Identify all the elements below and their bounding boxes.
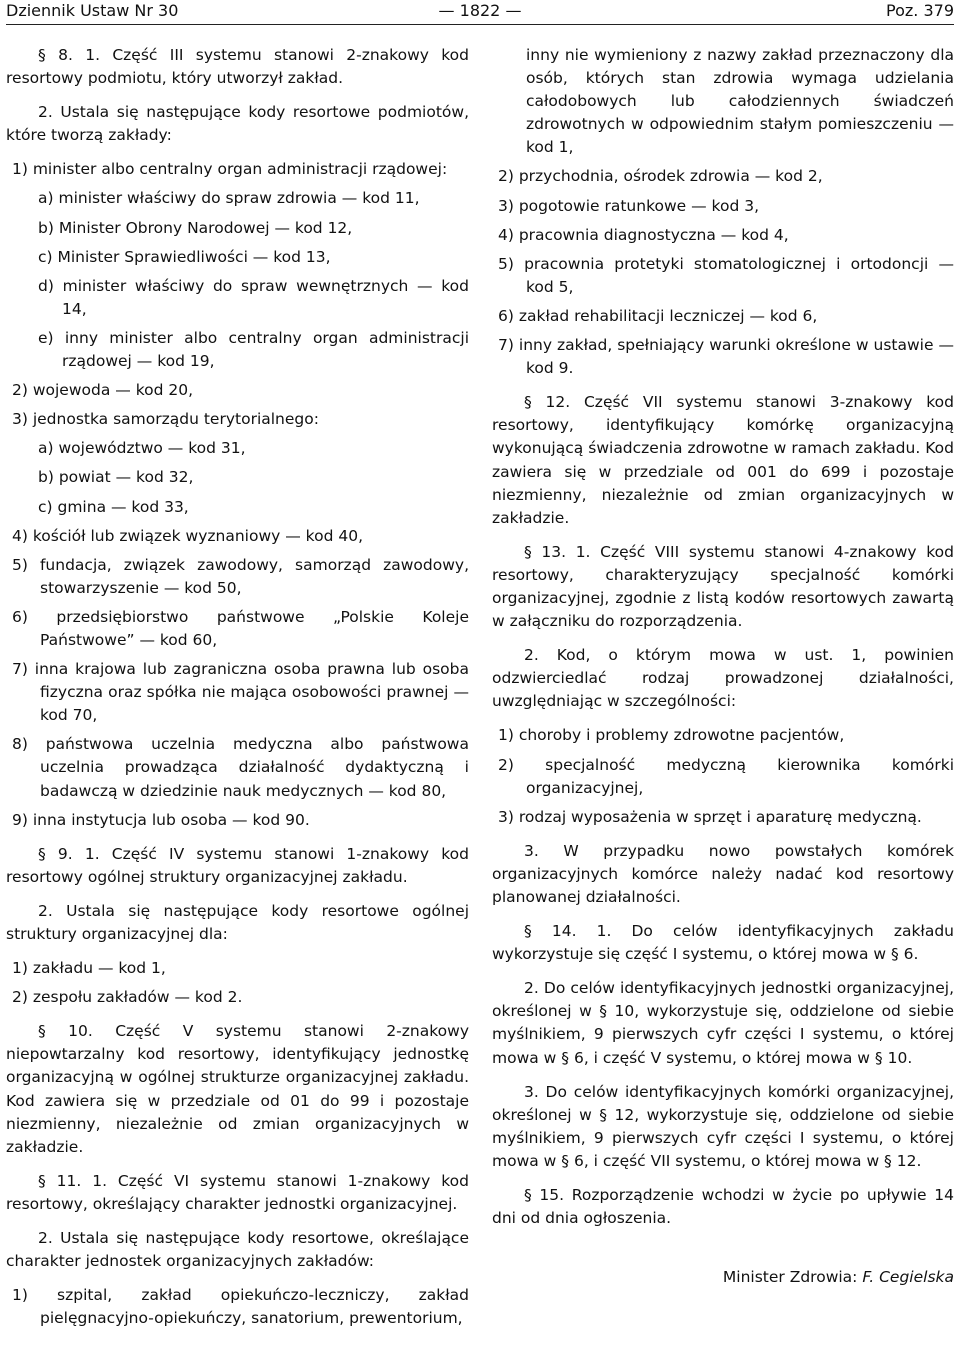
signature (492, 1266, 954, 1289)
paragraph: § 12. Część VII systemu stanowi 3-znakowy kod resortowy, identyfikujący komórkę organizacyjną wykonującą świadczenia zdrowotne w ramach zakładu. Kod zawiera się w przedziale od 001 do 699 i pozostaje niezmienny, niezależnie od zmian organizacyjnych w zakładzie. (492, 393, 954, 527)
list-item: 6) zakład rehabilitacji leczniczej — kod 6, (498, 306, 818, 325)
list-item: 3) jednostka samorządu terytorialnego: (12, 410, 319, 429)
paragraph: § 8. 1. Część III systemu stanowi 2-znakowy kod resortowy podmiotu, który utworzył zakład. (6, 46, 469, 88)
list-item: 4) kościół lub związek wyznaniowy — kod 40, (12, 526, 363, 545)
list-item: 3) rodzaj wyposażenia w sprzęt i aparaturę medyczną. (498, 807, 922, 826)
paragraph: 2. Do celów identyfikacyjnych jednostki organizacyjnej, określonej w § 10, wykorzystuje się, oddzielone od siebie myślnikiem, 9 pierwszych cyfr części I systemu, o której mowa w § 6, i część V systemu, o której mowa w § 10. (492, 979, 954, 1067)
list-item: 2) wojewoda — kod 20, (12, 381, 194, 400)
sub-list-item: e) inny minister albo centralny organ administracji rządowej — kod 19, (38, 328, 469, 371)
list-item: 1) zakładu — kod 1, (12, 959, 166, 978)
left-column (6, 44, 469, 1341)
list-item: 3) pogotowie ratunkowe — kod 3, (498, 196, 760, 215)
list-item: 4) pracownia diagnostyczna — kod 4, (498, 225, 789, 244)
list-item: 1) minister albo centralny organ administracji rządowej: (12, 160, 448, 179)
list-item: 1) choroby i problemy zdrowotne pacjentów, (498, 726, 845, 745)
paragraph: § 9. 1. Część IV systemu stanowi 1-znakowy kod resortowy ogólnej struktury organizacyjnej zakładu. (6, 844, 469, 886)
signature-role: Minister Zdrowia: (722, 1268, 863, 1287)
paragraph: 2. Ustala się następujące kody resortowe, określające charakter jednostek organizacyjnych zakładów: (6, 1229, 469, 1271)
paragraph: 2. Kod, o którym mowa w ust. 1, powinien odzwierciedlać rodzaj prowadzonej działalności, uwzględniając w szczególności: (492, 646, 954, 711)
sub-list-item: b) powiat — kod 32, (38, 468, 194, 487)
list-item: 7) inna krajowa lub zagraniczna osoba prawna lub osoba fizyczna oraz spółka nie mająca osobowości prawnej — kod 70, (12, 660, 469, 725)
right-column-body (492, 44, 954, 1230)
list-item: 5) pracownia protetyki stomatologicznej i ortodoncji — kod 5, (498, 254, 954, 296)
sub-list-item: a) minister właściwy do spraw zdrowia — kod 11, (38, 189, 420, 208)
page-number: — 1822 — (438, 1, 522, 20)
list-item: 8) państwowa uczelnia medyczna albo państwowa uczelnia prowadząca działalność dydaktyczną i badawczą w dziedzinie nauk medycznych — kod 80, (12, 735, 469, 800)
journal-title: Dziennik Ustaw Nr 30 (6, 1, 179, 20)
position-number: Poz. 379 (886, 1, 954, 20)
paragraph: § 14. 1. Do celów identyfikacyjnych zakładu wykorzystuje się część I systemu, o której mowa w § 6. (492, 922, 954, 964)
list-item: 2) przychodnia, ośrodek zdrowia — kod 2, (498, 167, 823, 186)
paragraph: § 10. Część V systemu stanowi 2-znakowy niepowtarzalny kod resortowy, identyfikujący jednostkę organizacyjną w ogólnej strukturze organizacyjnej zakładu. Kod zawiera się w przedziale od 01 do 99 i pozostaje niezmienny, niezależnie od zmian organizacyjnych w zakładzie. (6, 1022, 469, 1156)
paragraph: 3. Do celów identyfikacyjnych komórki organizacyjnej, określonej w § 12, wykorzystuje się, oddzielone od siebie myślnikiem, 9 pierwszych cyfr części I systemu, o której mowa w § 6, i część VII systemu, o której mowa w § 12. (492, 1082, 954, 1170)
list-item: 7) inny zakład, spełniający warunki określone w ustawie — kod 9. (498, 336, 954, 378)
paragraph: 2. Ustala się następujące kody resortowe podmiotów, które tworzą zakłady: (6, 103, 469, 145)
sub-list-item: b) Minister Obrony Narodowej — kod 12, (38, 218, 353, 237)
list-item-continuation: inny nie wymieniony z nazwy zakład przeznaczony dla osób, których stan zdrowia wymaga udzielania całodobowych lub całodziennych świadczeń zdrowotnych w odpowiednim stałym pomieszczeniu — kod 1, (526, 46, 954, 157)
paragraph: § 15. Rozporządzenie wchodzi w życie po upływie 14 dni od dnia ogłoszenia. (492, 1186, 954, 1228)
sub-list-item: c) gmina — kod 33, (38, 497, 189, 516)
signature-name: F. Cegielska (862, 1268, 954, 1287)
paragraph: § 11. 1. Część VI systemu stanowi 1-znakowy kod resortowy, określający charakter jednostki organizacyjnej. (6, 1171, 469, 1213)
sub-list-item: c) Minister Sprawiedliwości — kod 13, (38, 247, 331, 266)
paragraph: § 13. 1. Część VIII systemu stanowi 4-znakowy kod resortowy, charakteryzujący specjalność komórki organizacyjnej, zgodnie z listą kodów resortowych zawartą w załączniku do rozporządzenia. (492, 542, 954, 631)
list-item: 6) przedsiębiorstwo państwowe „Polskie Koleje Państwowe” — kod 60, (12, 607, 469, 649)
list-item: 2) specjalność medyczną kierownika komórki organizacyjnej, (498, 755, 954, 797)
paragraph: 2. Ustala się następujące kody resortowe ogólnej struktury organizacyjnej dla: (6, 901, 469, 943)
list-item: 2) zespołu zakładów — kod 2. (12, 988, 243, 1007)
sub-list-item: a) województwo — kod 31, (38, 439, 246, 458)
paragraph: 3. W przypadku nowo powstałych komórek organizacyjnych komórce należy nadać kod resortowy planowanej działalności. (492, 841, 954, 906)
sub-list-item: d) minister właściwy do spraw wewnętrznych — kod 14, (38, 276, 469, 318)
list-item: 9) inna instytucja lub osoba — kod 90. (12, 810, 310, 829)
list-item: 5) fundacja, związek zawodowy, samorząd zawodowy, stowarzyszenie — kod 50, (12, 555, 469, 597)
right-column (492, 44, 954, 1289)
page-header (6, 0, 954, 25)
list-item: 1) szpital, zakład opiekuńczo-leczniczy, zakład pielęgnacyjno-opiekuńczy, sanatorium, prewentorium, (12, 1286, 469, 1328)
